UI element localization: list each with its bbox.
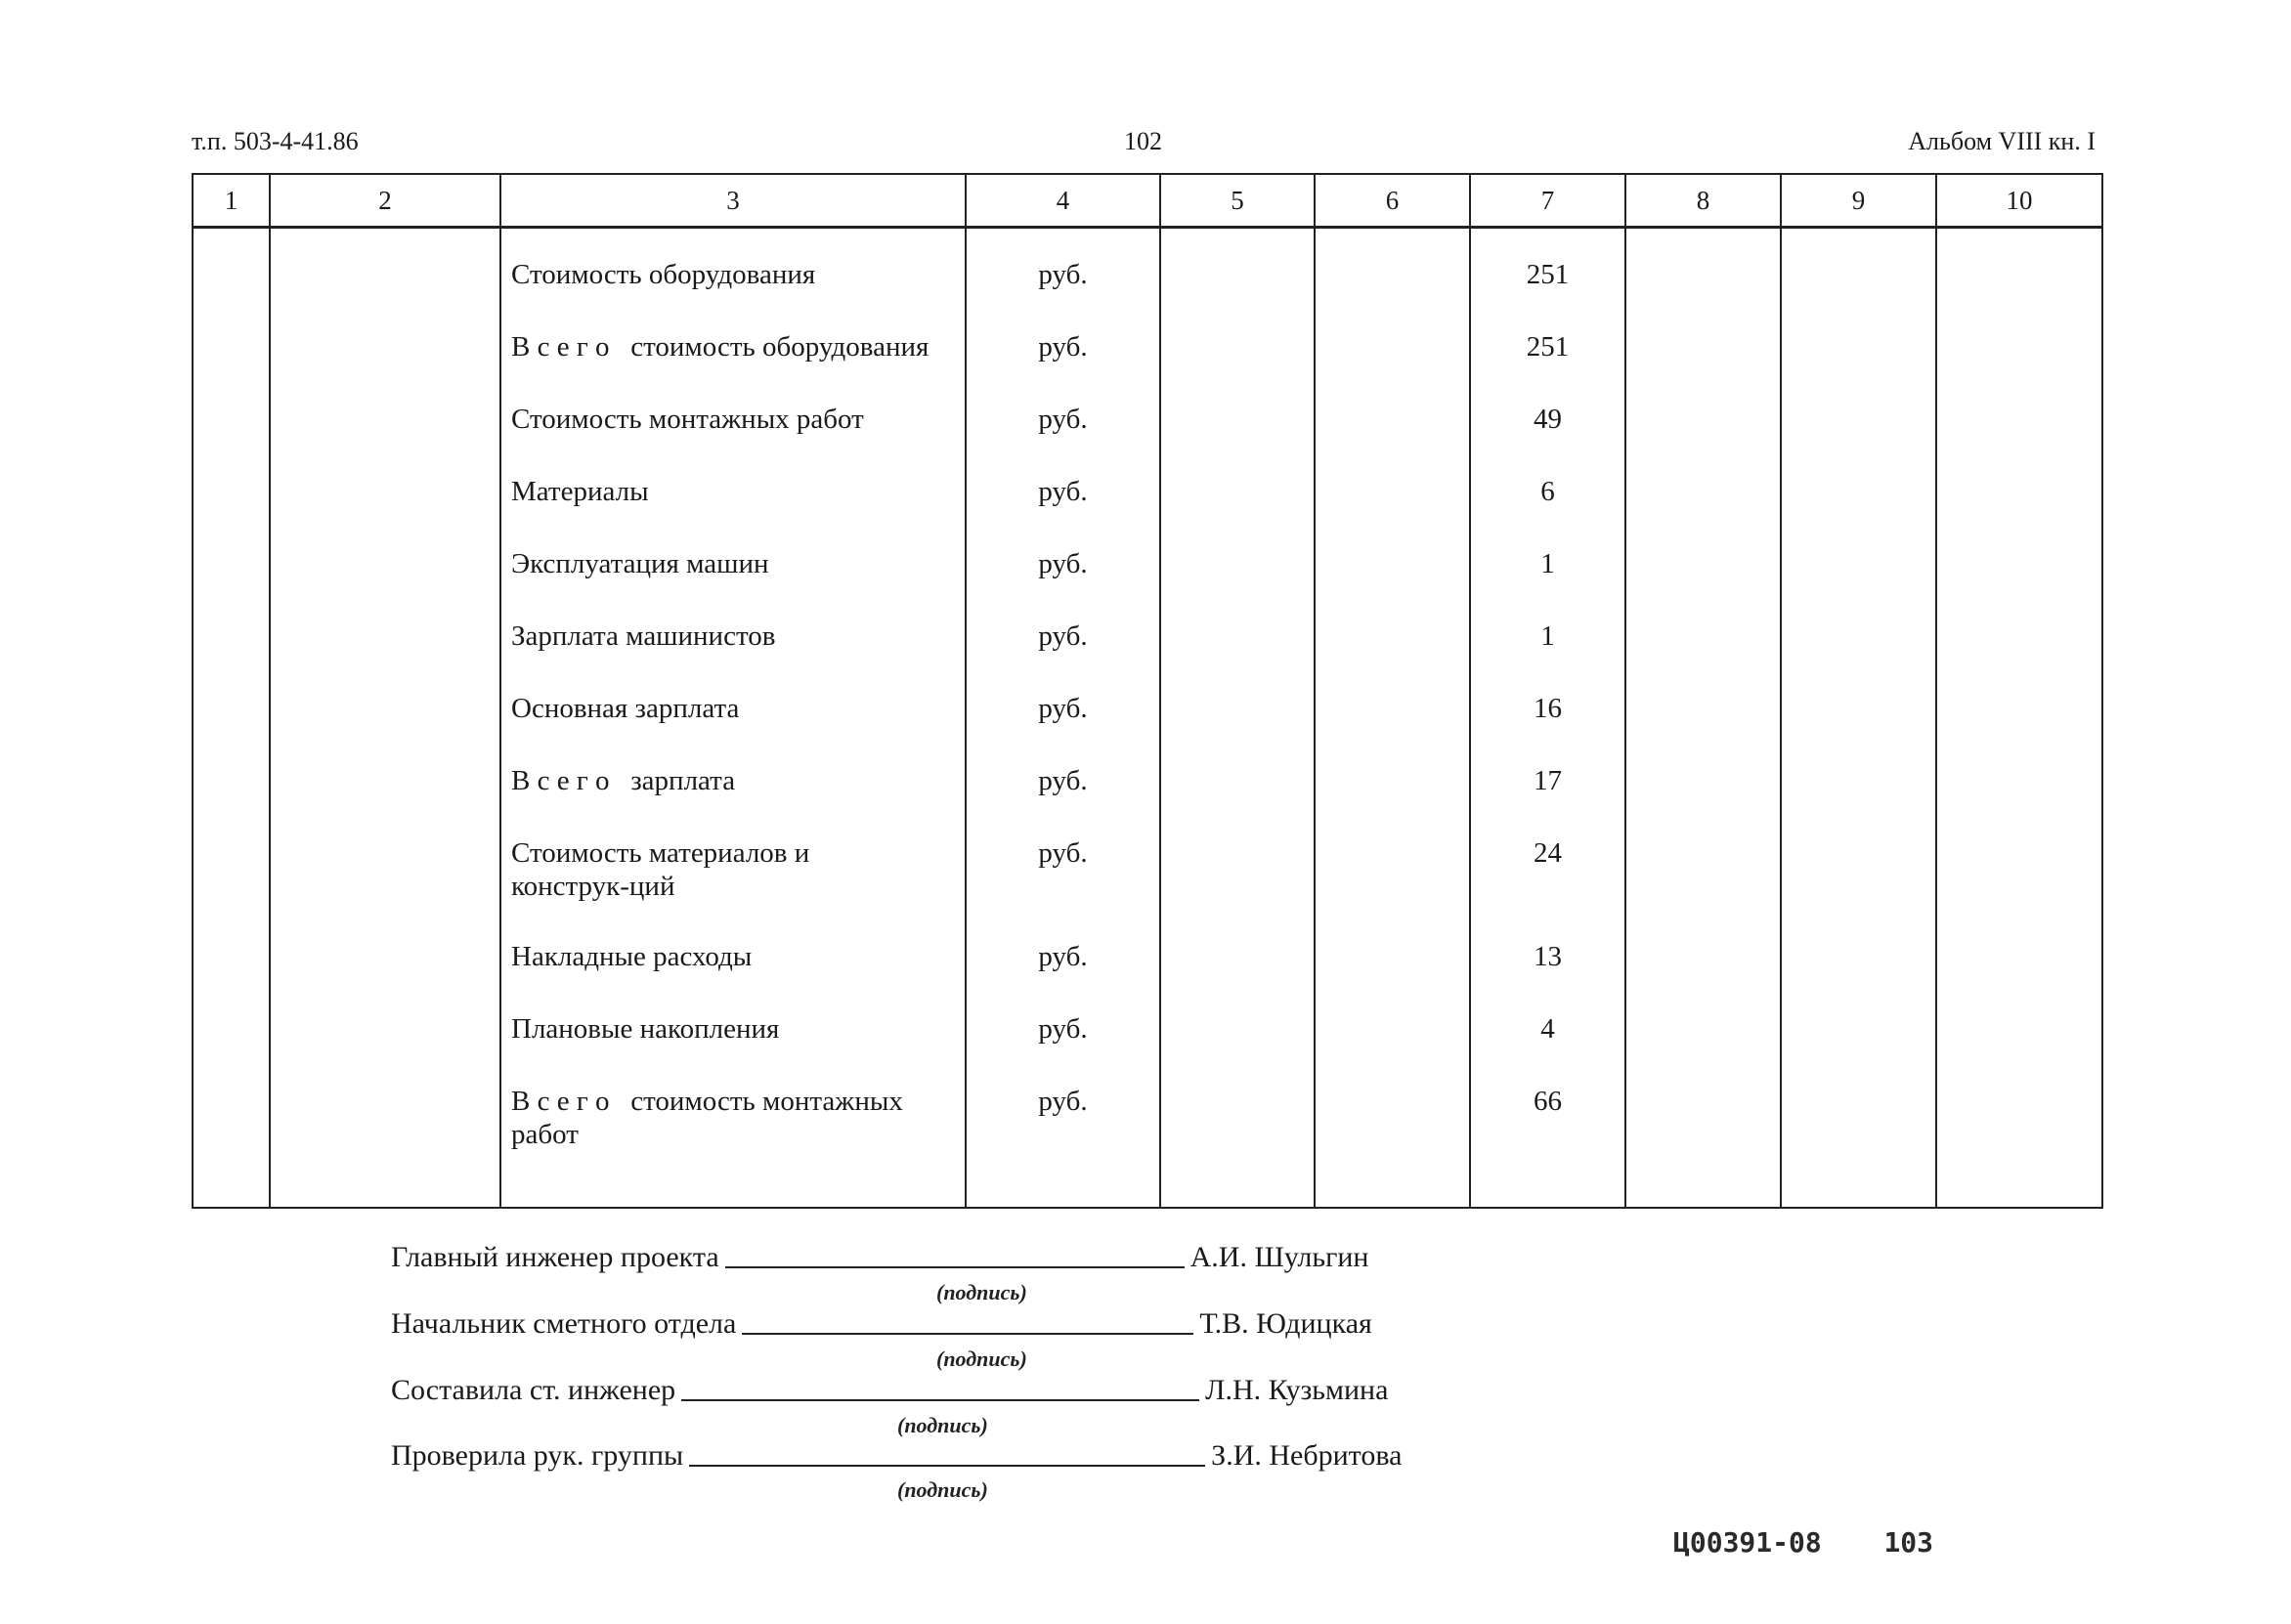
item-value: 1 [1540,620,1555,652]
column-number: 7 [1470,174,1625,228]
sheet-number: 103 [1883,1526,1934,1559]
signatory-role: Начальник сметного отдела [391,1307,737,1340]
column-2-cell [270,228,500,1209]
item-name [501,330,965,403]
signature-underline [681,1397,1199,1401]
column-6-cell [1315,228,1470,1209]
item-name: Стоимость монтажных работ [511,404,864,435]
signature-caption: (подпись) [897,1413,988,1437]
album-reference: Альбом VIII кн. I [1908,127,2096,155]
footer-stamp [1673,1526,1933,1559]
item-unit: руб. [1038,331,1088,363]
table-body-row [193,228,2102,1209]
column-9-cell [1781,228,1936,1209]
column-number: 9 [1781,174,1936,228]
item-name: Стоимость материалов и конструк-ций [511,837,810,902]
signature-caption: (подпись) [936,1346,1027,1371]
item-name-text: В с е г о стоимость оборудования [511,331,929,363]
signature-line [391,1439,1402,1473]
signatory-name: Т.В. Юдицкая [1199,1307,1372,1340]
item-name: Зарплата машинистов [511,620,776,652]
column-number: 1 [193,174,270,228]
column-number: 10 [1936,174,2102,228]
item-value: 251 [1526,331,1570,363]
item-name-column [500,228,966,1209]
column-5-cell [1160,228,1315,1209]
item-value: 66 [1534,1086,1562,1117]
item-name: Стоимость оборудования [511,259,816,290]
item-value: 17 [1534,765,1562,796]
item-unit: руб. [1038,765,1088,796]
item-unit: руб. [1038,404,1088,435]
item-unit: руб. [1038,837,1088,869]
item-name [501,1085,965,1182]
signature-line [391,1374,1388,1407]
column-10-cell [1936,228,2102,1209]
signature-underline [689,1463,1205,1467]
item-name: Плановые накопления [511,1013,780,1045]
item-unit: руб. [1038,476,1088,507]
item-value: 13 [1534,941,1562,972]
item-value: 1 [1540,548,1555,579]
item-unit: руб. [1038,548,1088,579]
item-value: 16 [1534,693,1562,724]
column-number: 6 [1315,174,1470,228]
item-unit: руб. [1038,259,1088,290]
signature-underline [725,1264,1185,1268]
item-name-text: В с е г о зарплата [511,765,736,796]
column-1-cell [193,228,270,1209]
column-8-cell [1625,228,1781,1209]
item-value: 49 [1534,404,1562,435]
signatory-name: Л.Н. Кузьмина [1205,1374,1389,1406]
column-number: 8 [1625,174,1781,228]
item-unit: руб. [1038,941,1088,972]
item-name: Материалы [511,476,649,507]
item-value: 251 [1526,259,1570,290]
signature-caption: (подпись) [897,1477,988,1502]
inventory-code: Ц00391-08 [1673,1526,1822,1559]
unit-column [966,228,1160,1209]
column-number: 4 [966,174,1160,228]
signatory-role: Главный инженер проекта [391,1241,719,1273]
signatory-name: З.И. Небритова [1211,1439,1403,1472]
item-name: Эксплуатация машин [511,548,769,579]
column-number: 5 [1160,174,1315,228]
value-column [1470,228,1625,1209]
item-value: 4 [1540,1013,1555,1045]
signature-line [391,1241,1368,1274]
column-number-row [193,174,2102,228]
item-unit: руб. [1038,693,1088,724]
page-number: 102 [1124,127,1162,155]
item-value: 24 [1534,837,1562,869]
item-unit: руб. [1038,1086,1088,1117]
signature-caption: (подпись) [936,1280,1027,1304]
item-unit: руб. [1038,1013,1088,1045]
signatory-role: Составила ст. инженер [391,1374,676,1406]
item-name: Основная зарплата [511,693,740,724]
column-number: 2 [270,174,500,228]
item-name: Накладные расходы [511,941,753,972]
document-code: т.п. 503-4-41.86 [192,127,359,155]
signature-underline [742,1331,1193,1335]
item-name [501,764,965,836]
item-value: 6 [1540,476,1555,507]
item-unit: руб. [1038,620,1088,652]
item-name-text: В с е г о стоимость монтажных работ [511,1086,911,1150]
signatory-role: Проверила рук. группы [391,1439,684,1472]
column-number: 3 [500,174,966,228]
estimate-table [192,173,2103,1209]
signatory-name: А.И. Шульгин [1189,1241,1369,1273]
signature-line [391,1307,1372,1341]
